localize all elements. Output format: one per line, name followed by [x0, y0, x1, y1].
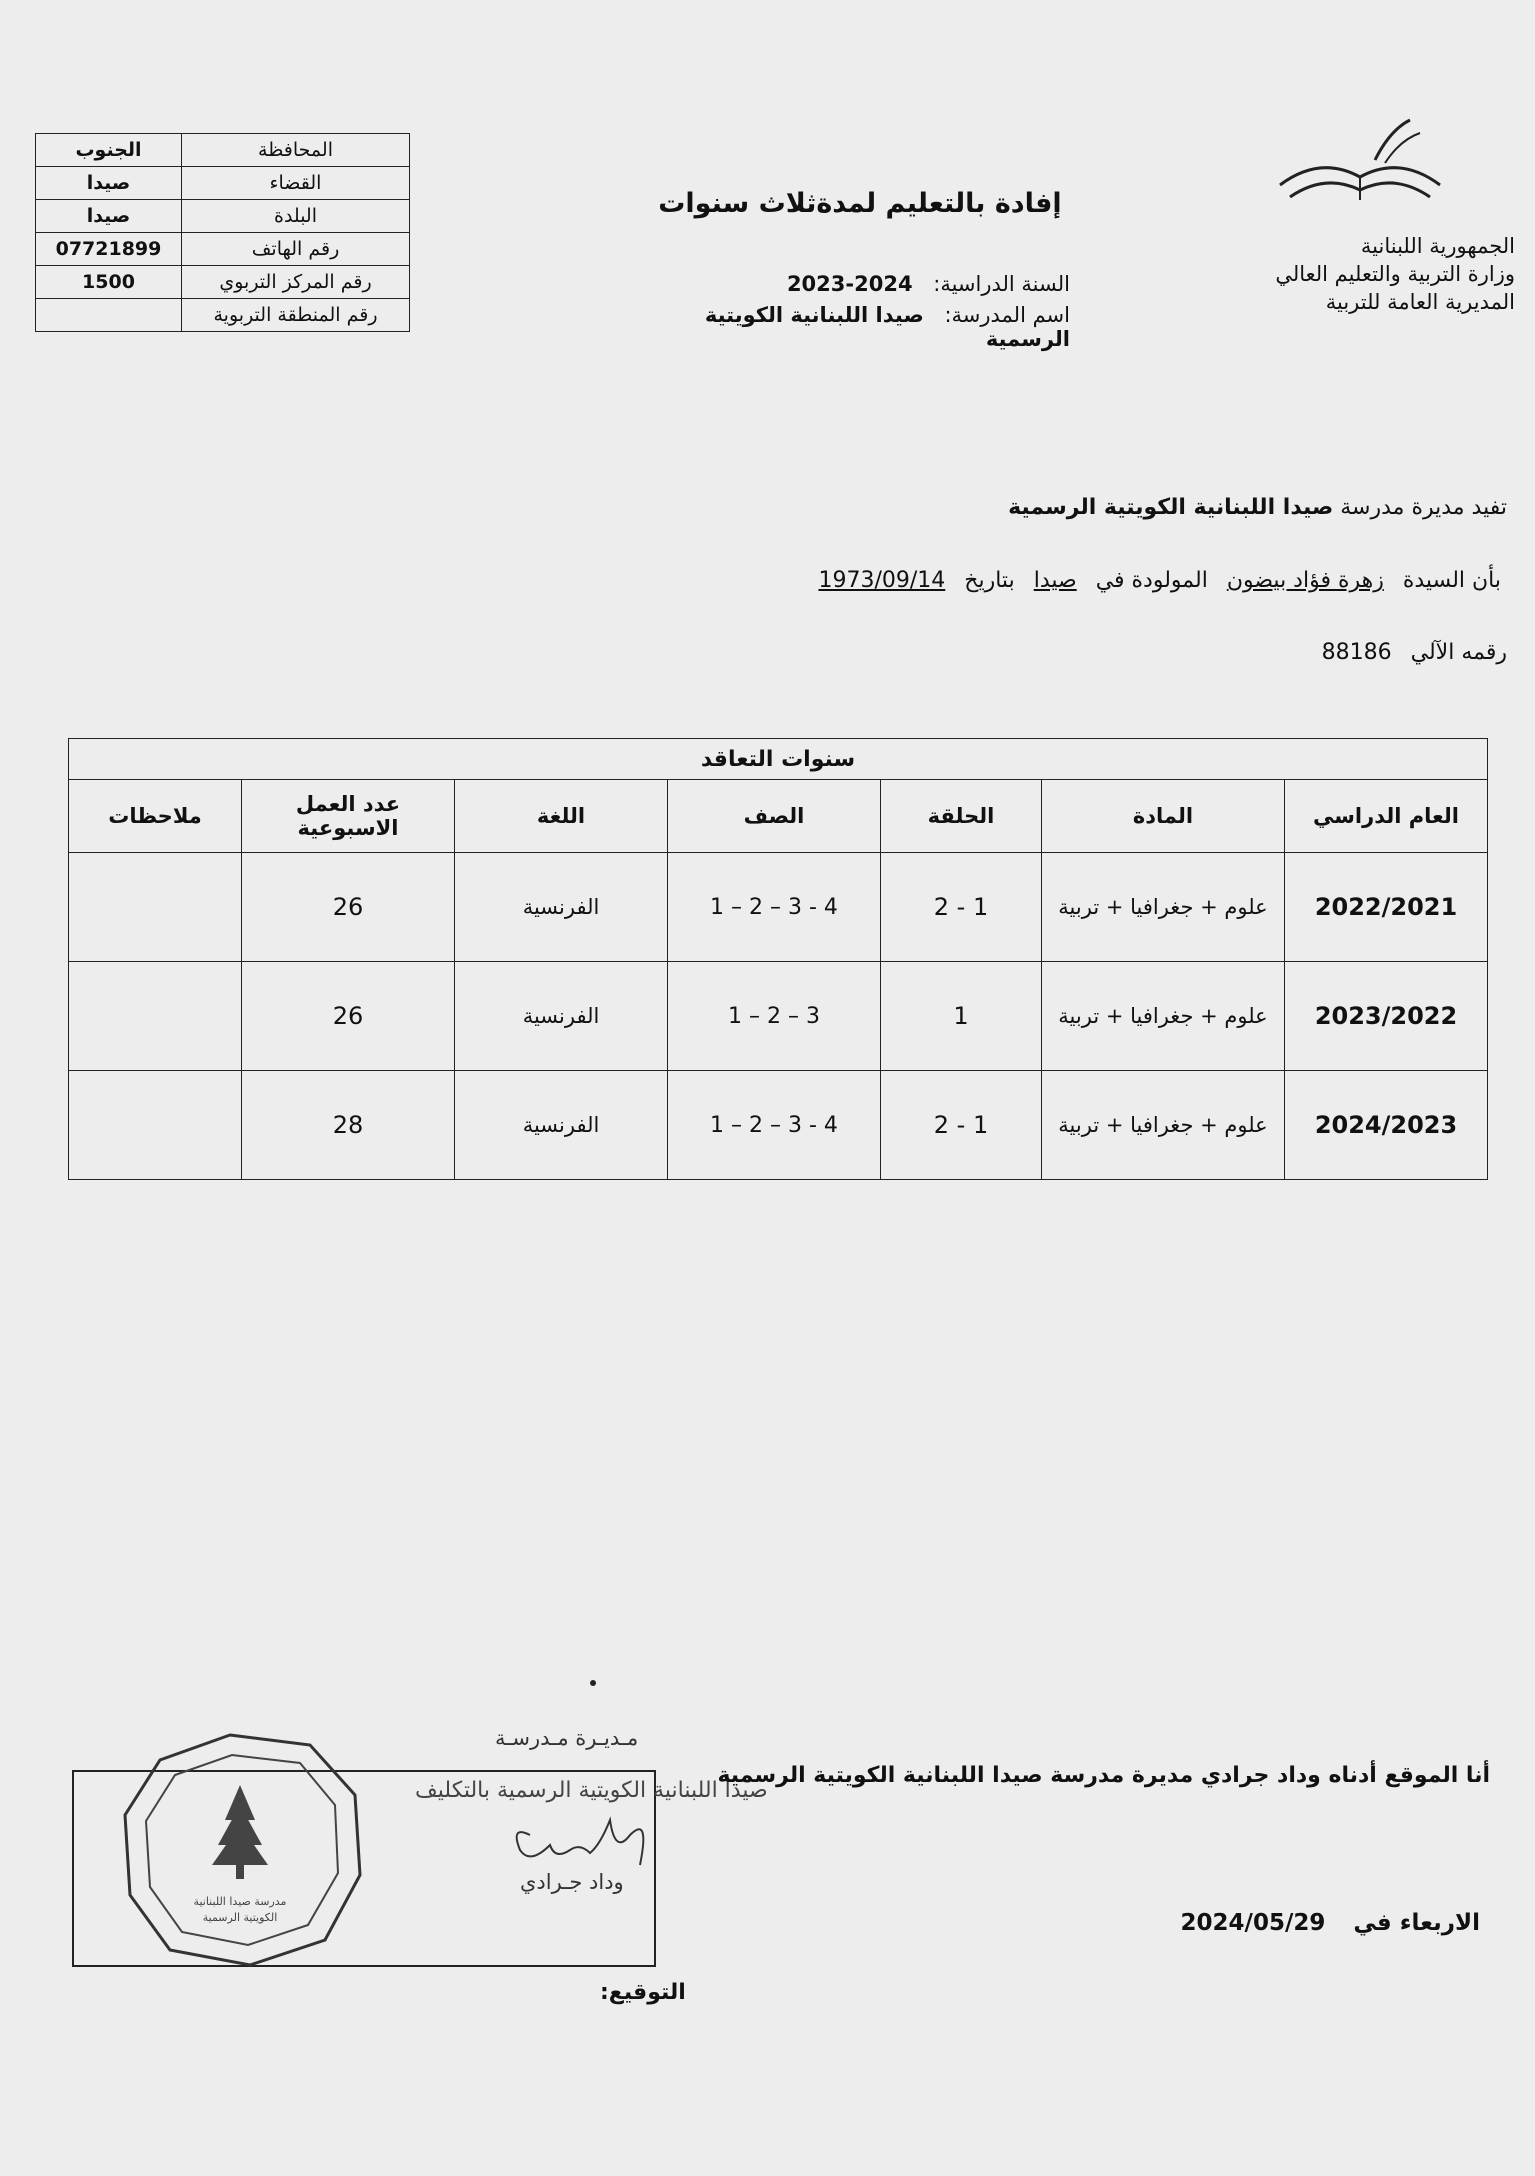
cell-cycle: 1 - 2: [881, 853, 1042, 962]
ministry-line: وزارة التربية والتعليم العالي: [1275, 262, 1515, 286]
info-value: صيدا: [36, 200, 182, 233]
table-row: [69, 853, 1488, 962]
ministry-header: [1215, 232, 1515, 316]
info-table: [35, 133, 410, 332]
cell-notes: [69, 1071, 242, 1180]
ministry-line: المديرية العامة للتربية: [1325, 290, 1515, 314]
stamp-line-2: صيدا اللبنانية الكويتية الرسمية بالتكليف: [415, 1778, 768, 1803]
info-row: [36, 233, 410, 266]
header-language: اللغة: [455, 780, 668, 853]
info-label: القضاء: [182, 167, 410, 200]
cell-cycle: 1 - 2: [881, 1071, 1042, 1180]
info-value: 07721899: [36, 233, 182, 266]
stamp-line-1: مـديـرة مـدرسـة: [495, 1726, 639, 1750]
signatory-statement: أنا الموقع أدناه وداد جرادي مديرة مدرسة صيدا اللبنانية الكويتية الرسمية: [717, 1763, 1490, 1788]
date-day: الاربعاء في: [1353, 1910, 1480, 1936]
table-caption: سنوات التعاقد: [69, 739, 1488, 780]
info-row: [36, 134, 410, 167]
cell-notes: [69, 853, 242, 962]
contract-years-table: [68, 738, 1488, 1180]
signature-label: التوقيع:: [600, 1980, 686, 2005]
cell-language: الفرنسية: [455, 962, 668, 1071]
p2-place: صيدا: [1033, 568, 1077, 593]
p2-born: المولودة في: [1095, 568, 1208, 593]
cell-hours: 26: [242, 853, 455, 962]
p1-school: صيدا اللبنانية الكويتية الرسمية: [1008, 495, 1334, 520]
school-year-line: [620, 272, 1070, 296]
p1-prefix: تفيد مديرة مدرسة: [1340, 495, 1507, 520]
p3-value: 88186: [1321, 640, 1392, 665]
cell-subject: علوم + جغرافيا + تربية: [1042, 853, 1285, 962]
header-class: الصف: [668, 780, 881, 853]
header-cycle: الحلقة: [881, 780, 1042, 853]
date-value: 2024/05/29: [1180, 1910, 1326, 1936]
header-notes: ملاحظات: [69, 780, 242, 853]
ink-dot: [590, 1680, 596, 1686]
info-row: [36, 299, 410, 332]
info-value: صيدا: [36, 167, 182, 200]
school-name-line: [620, 303, 1070, 351]
header-year: العام الدراسي: [1285, 780, 1488, 853]
school-year-label: السنة الدراسية:: [933, 272, 1070, 296]
info-label: رقم المركز التربوي: [182, 266, 410, 299]
cell-hours: 28: [242, 1071, 455, 1180]
info-value: 1500: [36, 266, 182, 299]
svg-text:الكويتية الرسمية: الكويتية الرسمية: [202, 1911, 278, 1924]
info-row: [36, 200, 410, 233]
p2-prefix: بأن السيدة: [1402, 568, 1501, 593]
body-line-3: [207, 640, 1507, 665]
cell-class: 1 – 2 – 3 - 4: [668, 853, 881, 962]
svg-text:مدرسة صيدا اللبنانية: مدرسة صيدا اللبنانية: [193, 1895, 287, 1908]
school-name-value: صيدا اللبنانية الكويتية الرسمية: [704, 303, 1070, 351]
cell-cycle: 1: [881, 962, 1042, 1071]
cell-notes: [69, 962, 242, 1071]
p3-label: رقمه الآلي: [1410, 640, 1507, 665]
ministry-logo-icon: [1270, 115, 1450, 215]
table-header-row: [69, 780, 1488, 853]
date-line: [880, 1910, 1480, 1936]
info-label: رقم المنطقة التربوية: [182, 299, 410, 332]
info-label: المحافظة: [182, 134, 410, 167]
info-label: البلدة: [182, 200, 410, 233]
info-label: رقم الهاتف: [182, 233, 410, 266]
school-name-label: اسم المدرسة:: [944, 303, 1070, 327]
body-line-1: [207, 495, 1507, 520]
cell-class: 1 – 2 – 3 - 4: [668, 1071, 881, 1180]
cell-class: 1 – 2 – 3: [668, 962, 881, 1071]
info-row: [36, 266, 410, 299]
ministry-line: الجمهورية اللبنانية: [1360, 234, 1515, 258]
cell-year: 2022/2021: [1285, 853, 1488, 962]
body-line-2: [207, 568, 1507, 593]
school-year-value: 2024-2023: [786, 272, 913, 296]
cell-subject: علوم + جغرافيا + تربية: [1042, 962, 1285, 1071]
cell-language: الفرنسية: [455, 853, 668, 962]
p2-date: 1973/09/14: [818, 568, 946, 593]
cell-subject: علوم + جغرافيا + تربية: [1042, 1071, 1285, 1180]
header-subject: المادة: [1042, 780, 1285, 853]
cell-hours: 26: [242, 962, 455, 1071]
info-value: الجنوب: [36, 134, 182, 167]
table-row: [69, 1071, 1488, 1180]
info-value: [36, 299, 182, 332]
info-row: [36, 167, 410, 200]
document-title: إفادة بالتعليم لمدةثلاث سنوات: [658, 188, 1062, 219]
p2-date-label: بتاريخ: [964, 568, 1015, 593]
header-hours: عدد العمل الاسبوعية: [242, 780, 455, 853]
stamp-line-3: وداد جـرادي: [520, 1870, 624, 1894]
cell-year: 2023/2022: [1285, 962, 1488, 1071]
cell-language: الفرنسية: [455, 1071, 668, 1180]
table-row: [69, 962, 1488, 1071]
cell-year: 2024/2023: [1285, 1071, 1488, 1180]
p2-name: زهرة فؤاد بيضون: [1226, 568, 1384, 593]
